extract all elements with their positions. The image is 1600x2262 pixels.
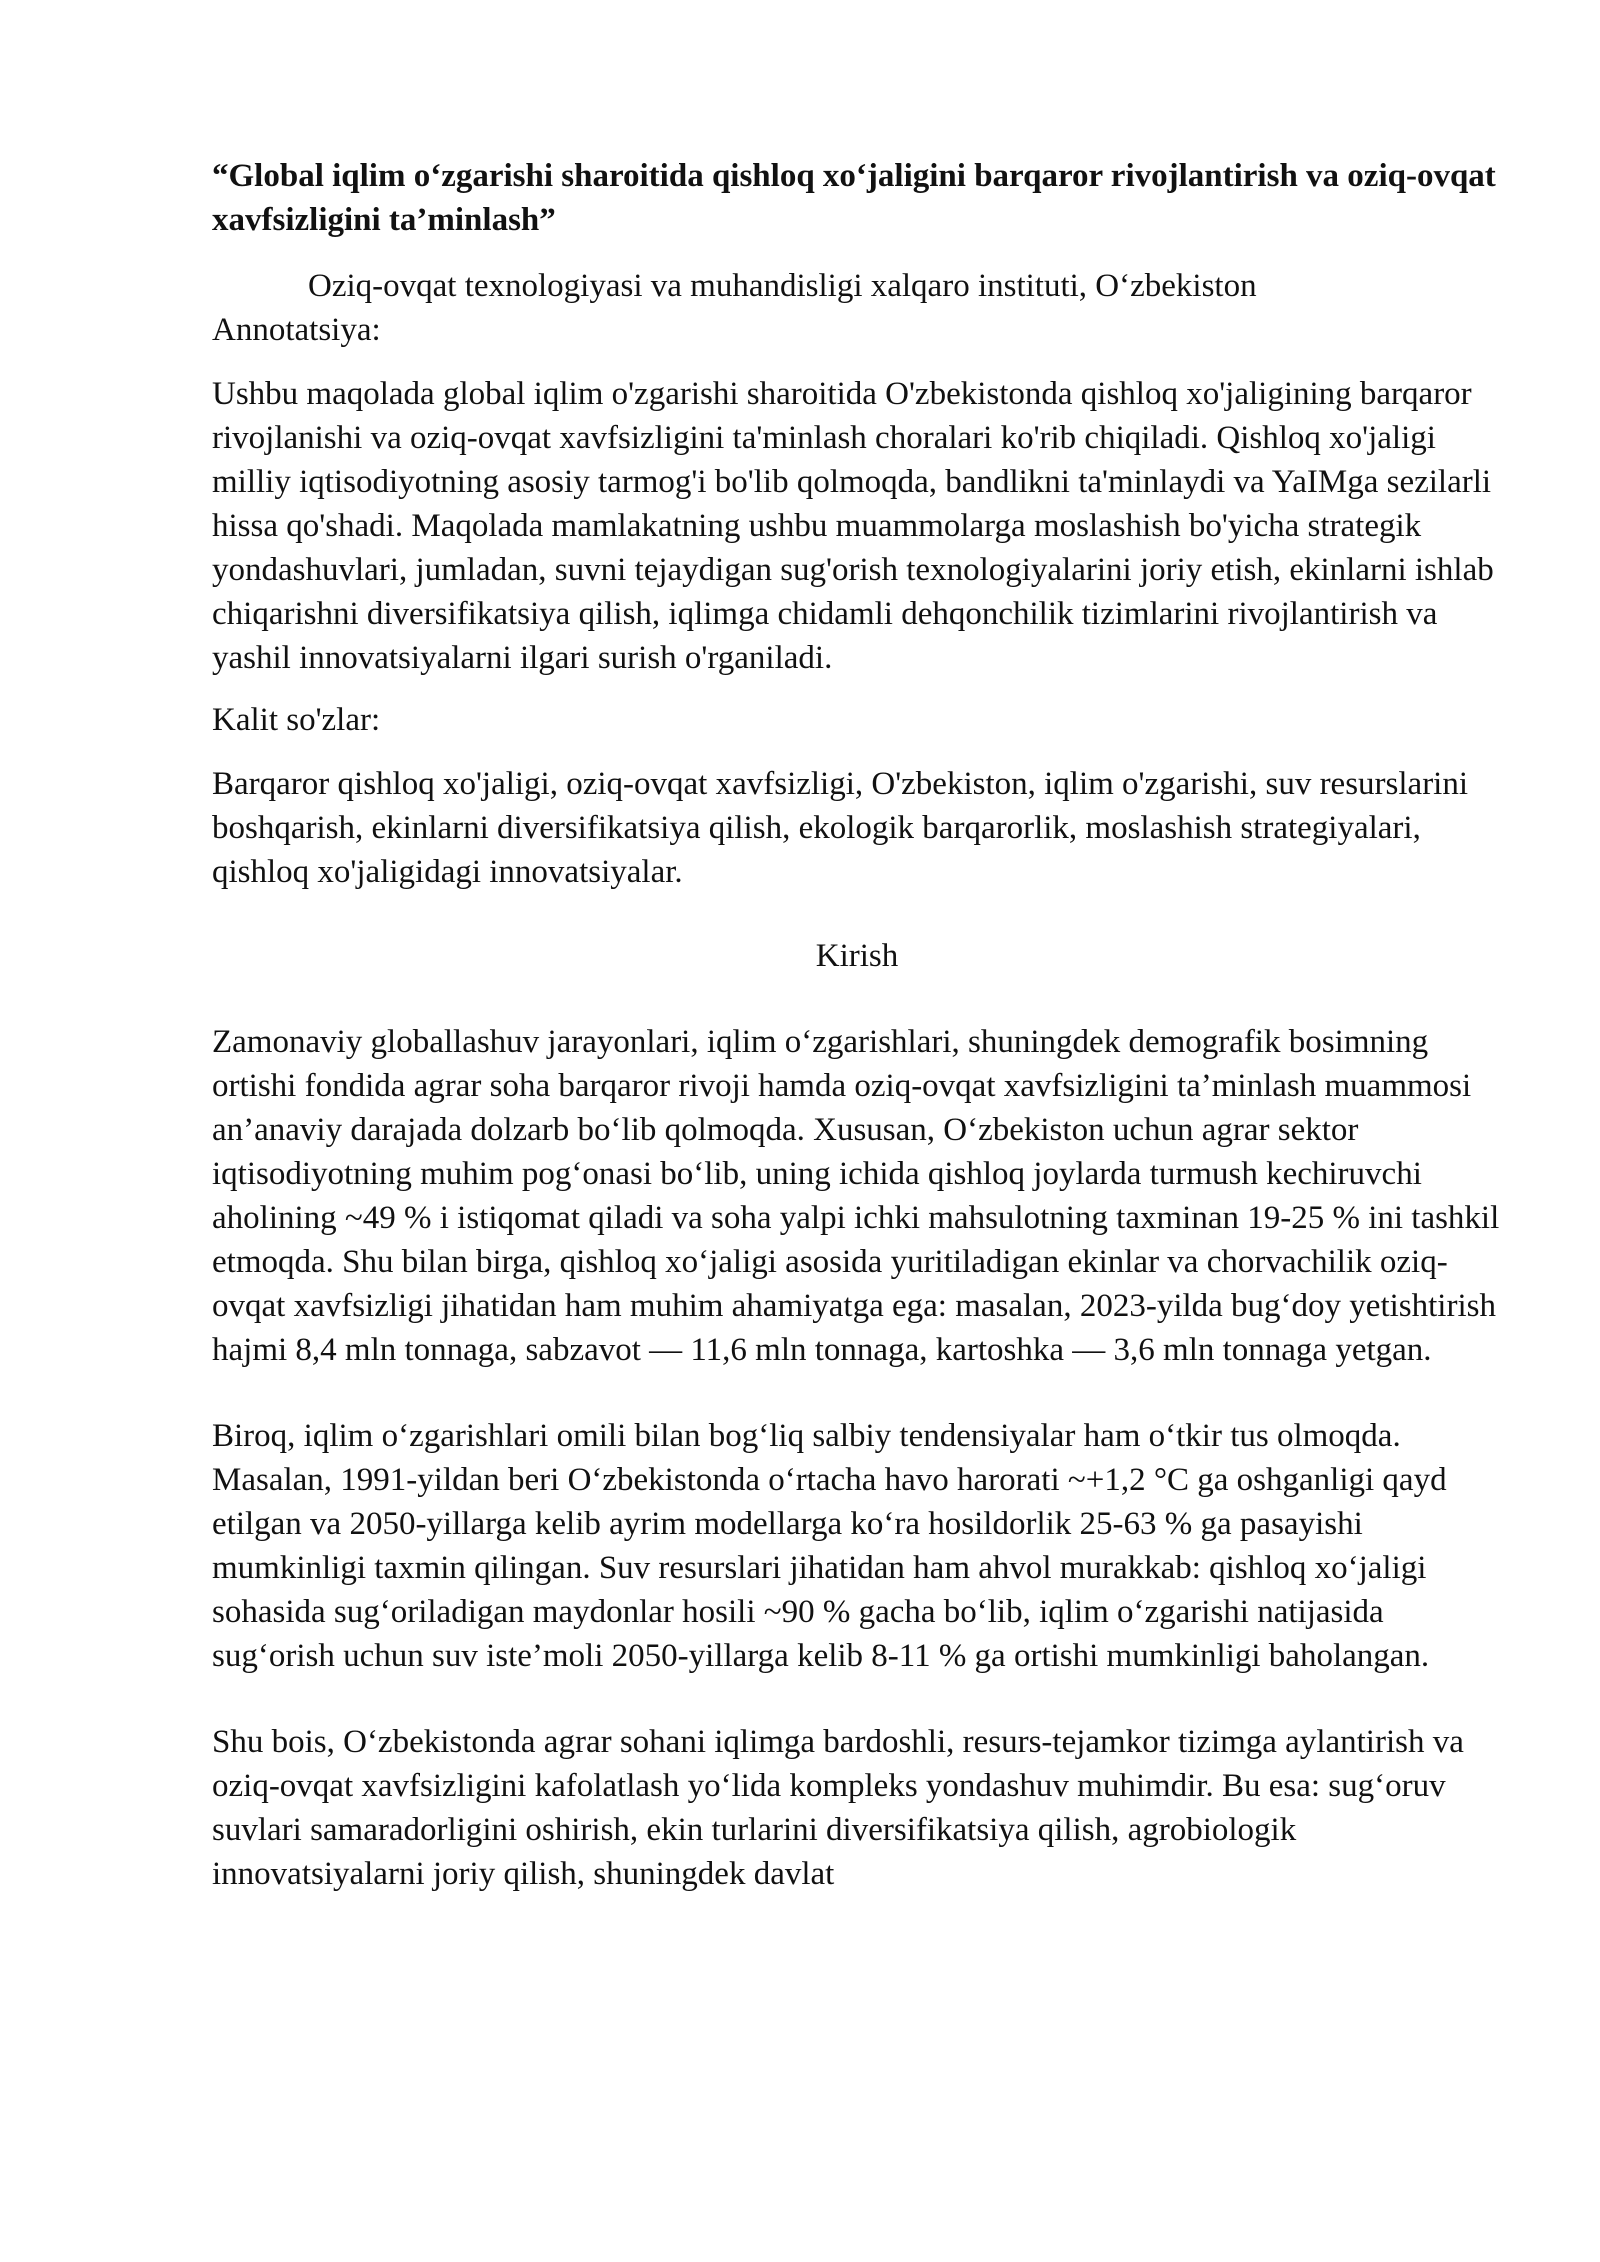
document-body <box>212 154 1502 1896</box>
intro-paragraph: Biroq, iqlim oʻzgarishlari omili bilan bogʻliq salbiy tendensiyalar ham oʻtkir tus olmoqda. Masalan, 1991-yildan beri Oʻzbekistonda oʻrtacha havo harorati ~+1,2 °C ga oshganligi qayd etilgan va 2050-yillarga kelib ayrim modellarga koʻra hosildorlik 25-63 % ga pasayishi mumkinligi taxmin qilingan. Suv resurslari jihatidan ham ahvol murakkab: qishloq xoʻjaligi sohasida sugʻoriladigan maydonlar hosili ~90 % gacha boʻlib, iqlim oʻzgarishi natijasida sugʻorish uchun suv iste’moli 2050-yillarga kelib 8-11 % ga ortishi mumkinligi baholangan. <box>212 1418 1447 1674</box>
author-affiliation: Oziq-ovqat texnologiyasi va muhandisligi xalqaro instituti, Oʻzbekiston <box>308 268 1257 304</box>
abstract-label: Annotatsiya: <box>212 312 381 348</box>
intro-paragraph: Zamonaviy globallashuv jarayonlari, iqlim oʻzgarishlari, shuningdek demografik bosimning ortishi fondida agrar soha barqaror rivoji hamda oziq-ovqat xavfsizligini ta’minlash muammosi an’anaviy darajada dolzarb boʻlib qolmoqda. Xususan, Oʻzbekiston uchun agrar sektor iqtisodiyotning muhim pogʻonasi boʻlib, uning ichida qishloq joylarda turmush kechiruvchi aholining ~49 % i istiqomat qiladi va soha yalpi ichki mahsulotning taxminan 19-25 % ini tashkil etmoqda. Shu bilan birga, qishloq xoʻjaligi asosida yuritiladigan ekinlar va chorvachilik oziq-ovqat xavfsizligi jihatidan ham muhim ahamiyatga ega: masalan, 2023-yilda bugʻdoy yetishtirish hajmi 8,4 mln tonnaga, sabzavot — 11,6 mln tonnaga, kartoshka — 3,6 mln tonnaga yetgan. <box>212 1024 1500 1368</box>
section-heading-introduction: Kirish <box>815 938 899 974</box>
intro-paragraph: Shu bois, Oʻzbekistonda agrar sohani iqlimga bardoshli, resurs-tejamkor tizimga aylantirish va oziq-ovqat xavfsizligini kafolatlash yoʻlida kompleks yondashuv muhimdir. Bu esa: sugʻoruv suvlari samaradorligini oshirish, ekin turlarini diversifikatsiya qilish, agrobiologik innovatsiyalarni joriy qilish, shuningdek davlat <box>212 1724 1464 1892</box>
keywords-label: Kalit so'zlar: <box>212 702 381 738</box>
abstract-text: Ushbu maqolada global iqlim o'zgarishi sharoitida O'zbekistonda qishloq xo'jaligining barqaror rivojlanishi va oziq-ovqat xavfsizligini ta'minlash choralari ko'rib chiqiladi. Qishloq xo'jaligi milliy iqtisodiyotning asosiy tarmog'i bo'lib qolmoqda, bandlikni ta'minlaydi va YaIMga sezilarli hissa qo'shadi. Maqolada mamlakatning ushbu muammolarga moslashish bo'yicha strategik yondashuvlari, jumladan, suvni tejaydigan sug'orish texnologiyalarini joriy etish, ekinlarni ishlab chiqarishni diversifikatsiya qilish, iqlimga chidamli dehqonchilik tizimlarini rivojlantirish va yashil innovatsiyalarni ilgari surish o'rganiladi. <box>212 376 1494 676</box>
document-title: “Global iqlim oʻzgarishi sharoitida qishloq xoʻjaligini barqaror rivojlantirish va oziq-ovqat xavfsizligini ta’minlash” <box>212 158 1496 238</box>
keywords-text: Barqaror qishloq xo'jaligi, oziq-ovqat xavfsizligi, O'zbekiston, iqlim o'zgarishi, suv resurslarini boshqarish, ekinlarni diversifikatsiya qilish, ekologik barqarorlik, moslashish strategiyalari, qishloq xo'jaligidagi innovatsiyalar. <box>212 766 1469 890</box>
